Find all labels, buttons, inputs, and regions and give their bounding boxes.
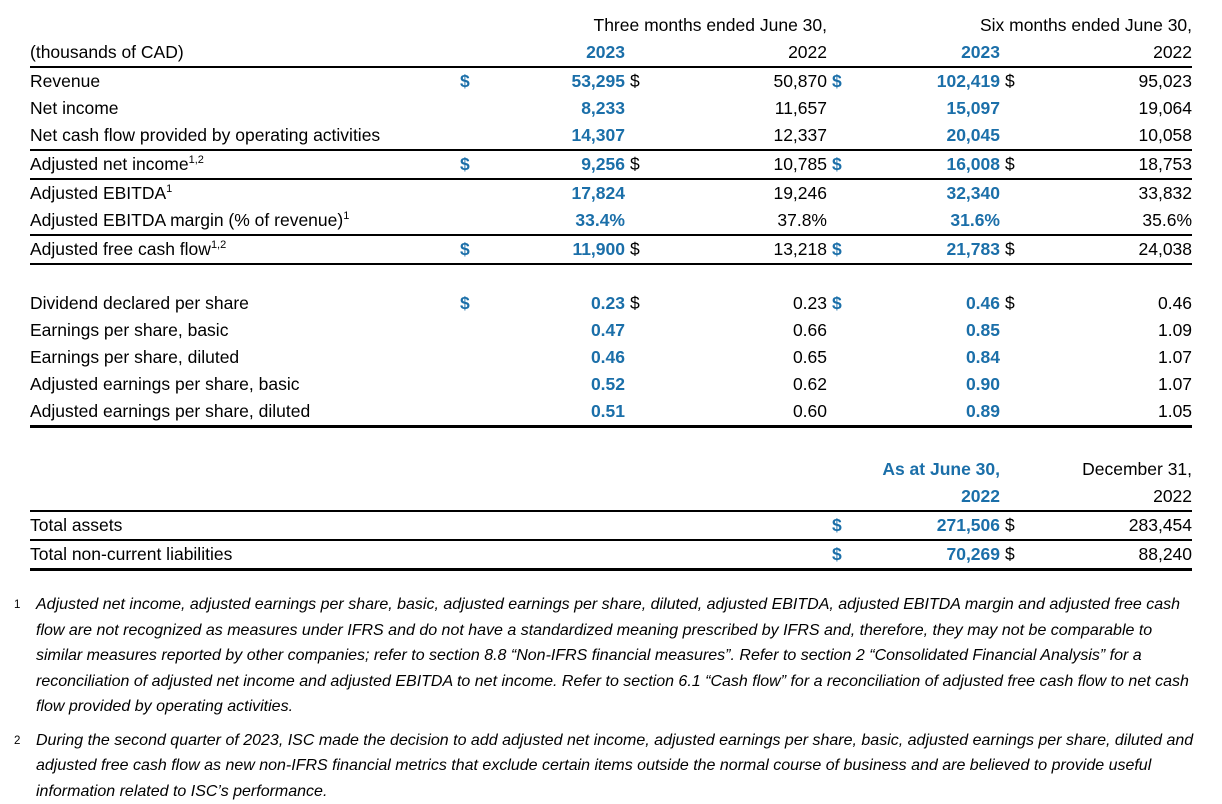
- footnote-marker: 1: [14, 599, 21, 611]
- value-cell: 0.23: [590, 293, 625, 313]
- value-cell: 0.85: [965, 320, 1000, 340]
- value-cell: 0.52: [590, 374, 625, 394]
- currency-symbol: [1000, 95, 1047, 122]
- value-cell: 0.46: [590, 347, 625, 367]
- table-row: [30, 67, 1192, 95]
- row-label: Adjusted earnings per share, diluted: [30, 401, 311, 421]
- value-cell: 53,295: [571, 71, 625, 91]
- currency-symbol: $: [460, 71, 470, 91]
- value-cell: 9,256: [500, 150, 625, 179]
- currency-symbol: [455, 398, 500, 427]
- currency-symbol: $: [455, 150, 500, 179]
- table-row: [30, 511, 1192, 540]
- table-row: [30, 95, 1192, 122]
- value-cell: 8,233: [581, 98, 625, 118]
- value-cell: 19,064: [1138, 98, 1193, 118]
- currency-symbol: $: [827, 540, 877, 570]
- december-year: 2022: [1000, 483, 1192, 511]
- spacer-cell: [30, 456, 827, 483]
- year-header-2022-h: 2022: [1000, 39, 1192, 67]
- unit-label: (thousands of CAD): [30, 39, 455, 67]
- currency-symbol: $: [630, 293, 640, 313]
- value-cell: 17,824: [571, 183, 625, 203]
- currency-symbol: [455, 317, 500, 344]
- currency-symbol: [625, 122, 672, 150]
- value-cell: 0.90: [965, 374, 1000, 394]
- value-cell: 33,832: [1138, 183, 1193, 203]
- value-cell: 32,340: [946, 183, 1000, 203]
- footnote-ref: 1: [166, 183, 173, 196]
- value-cell: 35.6%: [1047, 207, 1192, 235]
- value-cell: 0.62: [792, 374, 827, 394]
- balance-sheet-table: [30, 456, 1192, 571]
- currency-symbol: $: [1005, 71, 1015, 91]
- value-cell: 0.66: [792, 320, 827, 340]
- value-cell: 11,657: [774, 98, 827, 118]
- value-cell: 10,785: [672, 150, 827, 179]
- currency-symbol: $: [827, 150, 877, 179]
- value-cell: 0.23: [792, 293, 827, 313]
- currency-symbol: $: [827, 511, 877, 540]
- currency-symbol: [455, 207, 500, 235]
- footnote-ref: 1: [343, 210, 350, 223]
- currency-symbol: [625, 95, 672, 122]
- currency-symbol: [827, 371, 877, 398]
- currency-symbol: $: [625, 235, 672, 264]
- value-cell: 70,269: [877, 540, 1000, 570]
- value-cell: 16,008: [877, 150, 1000, 179]
- value-cell: 0.84: [965, 347, 1000, 367]
- row-label: Earnings per share, basic: [30, 320, 229, 340]
- spacer-cell: [30, 483, 827, 511]
- as-at-header: As at June 30,: [882, 459, 1001, 479]
- footnote-marker: 2: [14, 734, 21, 747]
- value-cell: 50,870: [773, 71, 827, 91]
- table-row: [30, 150, 1192, 179]
- value-cell: 24,038: [1047, 235, 1192, 264]
- value-cell: 88,240: [1047, 540, 1192, 570]
- spacer-cell: [30, 12, 455, 39]
- currency-symbol: $: [630, 71, 640, 91]
- row-label: Adjusted EBITDA margin (% of revenue): [30, 210, 344, 230]
- currency-symbol: [625, 371, 672, 398]
- currency-symbol: [455, 179, 500, 207]
- period-header-row: [30, 12, 1192, 39]
- currency-symbol: [625, 317, 672, 344]
- value-cell: 10,058: [1047, 122, 1192, 150]
- row-label: Adjusted EBITDA: [30, 183, 167, 203]
- value-cell: 1.05: [1047, 398, 1192, 427]
- table-row: [30, 398, 1192, 427]
- table-row: [30, 235, 1192, 264]
- value-cell: 37.8%: [672, 207, 827, 235]
- year-header-2023-h: 2023: [827, 39, 1000, 67]
- value-cell: 271,506: [877, 511, 1000, 540]
- footnote-2: [14, 728, 1194, 804]
- currency-symbol: $: [827, 235, 877, 264]
- as-at-year: 2022: [827, 483, 1000, 511]
- value-cell: 12,337: [672, 122, 827, 150]
- value-cell: 13,218: [672, 235, 827, 264]
- currency-symbol: [827, 122, 877, 150]
- table-row: [30, 179, 1192, 207]
- currency-symbol: $: [832, 71, 842, 91]
- value-cell: 102,419: [936, 71, 1000, 91]
- currency-symbol: [1000, 398, 1047, 427]
- table-row: [30, 540, 1192, 570]
- currency-symbol: $: [832, 293, 842, 313]
- table-row: [30, 371, 1192, 398]
- value-cell: 11,900: [500, 235, 625, 264]
- footnote-text: Adjusted net income, adjusted earnings per share, basic, adjusted earnings per share, diluted, adjusted EBITDA, adjusted EBITDA margin and adjusted free cash flow are not recognized as measures under IFRS and do not have a standardized meaning prescribed by IFRS and, therefore, they may not be comparable to similar measures reported by other companies; refer to section 8.8 “Non-IFRS financial measures”. Refer to section 2 “Consolidated Financial Analysis” for a reconciliation of adjusted net income and adjusted EBITDA to net income. Refer to section 6.1 “Cash flow” for a reconciliation of adjusted free cash flow to net cash flow provided by operating activities.: [36, 596, 1189, 715]
- december-header: December 31,: [1082, 459, 1193, 479]
- footnote-ref: 1,2: [188, 154, 204, 167]
- value-cell: 1.09: [1157, 320, 1193, 340]
- footnote-1: [14, 592, 1194, 720]
- currency-symbol: [1000, 317, 1047, 344]
- year-header-row: [30, 39, 1192, 67]
- currency-symbol: $: [1000, 150, 1047, 179]
- currency-symbol: [1000, 179, 1047, 207]
- row-label: Dividend declared per share: [30, 293, 249, 313]
- currency-symbol: [455, 122, 500, 150]
- currency-symbol: [1000, 207, 1047, 235]
- currency-symbol: [455, 371, 500, 398]
- period-header-three-months: Three months ended June 30,: [593, 15, 827, 35]
- spacer-row: [30, 264, 1192, 290]
- currency-symbol: $: [1005, 293, 1015, 313]
- currency-symbol: [625, 179, 672, 207]
- value-cell: 19,246: [773, 183, 827, 203]
- row-label: Total assets: [30, 511, 827, 540]
- value-cell: 33.4%: [500, 207, 625, 235]
- balance-header-row-1: [30, 456, 1192, 483]
- table-row: [30, 344, 1192, 371]
- currency-symbol: [455, 95, 500, 122]
- value-cell: 1.07: [1157, 347, 1193, 367]
- row-label: Adjusted net income: [30, 154, 189, 174]
- value-cell: 1.07: [1157, 374, 1193, 394]
- currency-symbol: $: [1000, 540, 1047, 570]
- row-label: Revenue: [30, 71, 101, 91]
- balance-header-row-2: [30, 483, 1192, 511]
- value-cell: 15,097: [946, 98, 1000, 118]
- value-cell: 14,307: [500, 122, 625, 150]
- value-cell: 283,454: [1047, 511, 1192, 540]
- currency-symbol: $: [1000, 511, 1047, 540]
- value-cell: 31.6%: [877, 207, 1000, 235]
- value-cell: 95,023: [1138, 71, 1193, 91]
- table-row: [30, 122, 1192, 150]
- currency-symbol: [827, 317, 877, 344]
- table-row: [30, 290, 1192, 317]
- table-row: [30, 317, 1192, 344]
- currency-symbol: [1000, 371, 1047, 398]
- footnotes-section: [0, 592, 1222, 804]
- row-label: Total non-current liabilities: [30, 540, 827, 570]
- row-label: Adjusted free cash flow: [30, 239, 211, 259]
- currency-symbol: [827, 179, 877, 207]
- row-label: Earnings per share, diluted: [30, 347, 240, 367]
- period-header-six-months: Six months ended June 30,: [979, 15, 1193, 35]
- currency-symbol: [625, 344, 672, 371]
- value-cell: 0.46: [1157, 293, 1193, 313]
- footnote-text: During the second quarter of 2023, ISC made the decision to add adjusted net income, adjusted earnings per share, basic, adjusted earnings per share, diluted and adjusted free cash flow as new non-IFRS financial metrics that exclude certain items outside the normal course of business and are believed to provide useful information related to ISC’s performance.: [36, 731, 1194, 800]
- currency-symbol: $: [1000, 235, 1047, 264]
- year-header-2022-q: 2022: [625, 39, 827, 67]
- currency-symbol: [1000, 344, 1047, 371]
- currency-symbol: [827, 95, 877, 122]
- currency-symbol: [625, 398, 672, 427]
- value-cell: 21,783: [877, 235, 1000, 264]
- row-label: Adjusted earnings per share, basic: [30, 374, 300, 394]
- currency-symbol: [827, 398, 877, 427]
- value-cell: 20,045: [877, 122, 1000, 150]
- currency-symbol: [1000, 122, 1047, 150]
- value-cell: 0.46: [965, 293, 1000, 313]
- currency-symbol: [625, 207, 672, 235]
- footnote-ref: 1,2: [210, 239, 227, 252]
- financial-summary-table: [30, 12, 1192, 428]
- currency-symbol: $: [460, 293, 470, 313]
- currency-symbol: [827, 207, 877, 235]
- row-label: Net income: [30, 98, 119, 118]
- value-cell: 18,753: [1047, 150, 1192, 179]
- value-cell: 0.47: [590, 320, 625, 340]
- currency-symbol: $: [625, 150, 672, 179]
- currency-symbol: [455, 344, 500, 371]
- value-cell: 0.60: [672, 398, 827, 427]
- value-cell: 0.89: [877, 398, 1000, 427]
- currency-symbol: [827, 344, 877, 371]
- currency-symbol: $: [455, 235, 500, 264]
- value-cell: 0.65: [792, 347, 827, 367]
- year-header-2023-q: 2023: [455, 39, 625, 67]
- value-cell: 0.51: [500, 398, 625, 427]
- row-label: Net cash flow provided by operating activities: [30, 125, 381, 145]
- table-row: [30, 207, 1192, 235]
